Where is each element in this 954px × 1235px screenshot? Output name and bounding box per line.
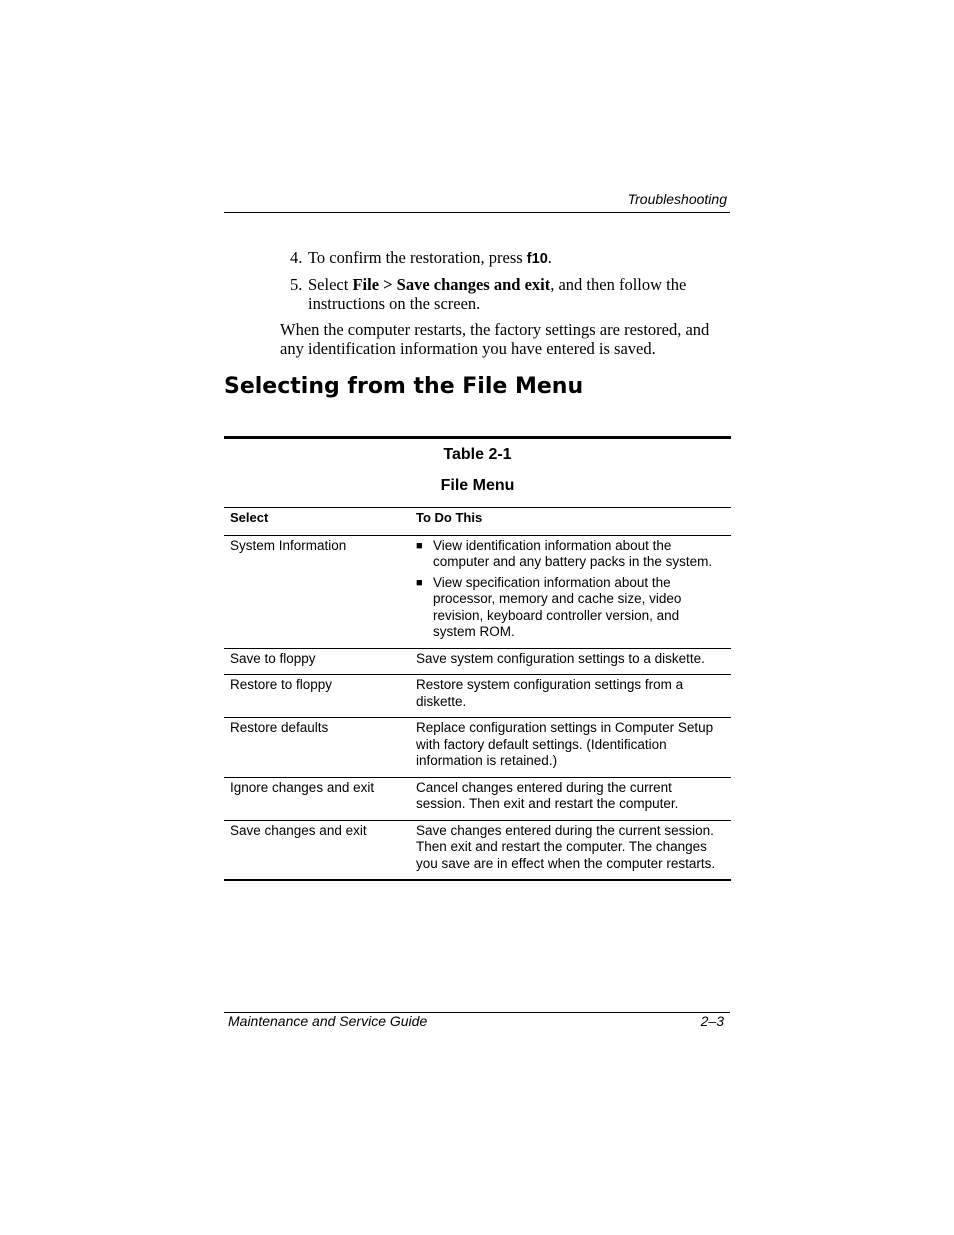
bullet-text: View identification information about the computer and any battery packs in the system. (433, 537, 713, 569)
step-number: 5. (290, 275, 303, 294)
square-bullet-icon: ■ (416, 539, 423, 552)
step-text (308, 248, 728, 269)
table-top-rule (224, 436, 731, 439)
row-action: Save system configuration settings to a diskette. (410, 648, 731, 675)
row-action: Save changes entered during the current session. Then exit and restart the computer. The changes you save are in effect when the computer restarts. (410, 820, 731, 880)
bullet-item (416, 575, 725, 641)
bullet-item (416, 538, 725, 571)
bullet-list (416, 538, 725, 641)
table-row (224, 820, 731, 880)
column-header-select: Select (224, 508, 410, 536)
row-select: Restore defaults (224, 718, 410, 778)
header-rule (224, 212, 730, 213)
row-action: Replace configuration settings in Computer Setup with factory default settings. (Identification information is retained.) (410, 718, 731, 778)
row-action: Restore system configuration settings from a diskette. (410, 675, 731, 718)
step-text-part: To confirm the restoration, press (308, 248, 527, 267)
row-action (410, 535, 731, 648)
column-header-to-do-this: To Do This (410, 508, 731, 536)
body-paragraph: When the computer restarts, the factory settings are restored, and any identification information you have entered is saved. (280, 320, 710, 358)
file-menu-table (224, 507, 731, 881)
footer-title: Maintenance and Service Guide (228, 1013, 428, 1029)
square-bullet-icon: ■ (416, 576, 423, 589)
step-text (308, 275, 728, 313)
row-select: Ignore changes and exit (224, 777, 410, 820)
table-title: File Menu (440, 477, 515, 494)
step-text-part: , and then follow the instructions on the screen. (308, 275, 687, 313)
table-row (224, 535, 731, 648)
page-number: 2–3 (700, 1013, 724, 1029)
step-text-part: . (547, 248, 552, 267)
table-row (224, 718, 731, 778)
key-name: f10 (526, 251, 548, 267)
table-header-row (224, 508, 731, 536)
row-select: System Information (230, 537, 347, 553)
table-row (224, 777, 731, 820)
table-row (224, 675, 731, 718)
row-select: Save to floppy (224, 648, 410, 675)
bullet-text: View specification information about the processor, memory and cache size, video revision, keyboard controller version, and system ROM. (433, 574, 682, 639)
running-head: Troubleshooting (627, 191, 727, 207)
section-title: Selecting from the File Menu (224, 374, 584, 399)
row-select: Save changes and exit (224, 820, 410, 880)
row-action: Cancel changes entered during the current session. Then exit and restart the computer. (410, 777, 731, 820)
menu-path: File > Save changes and exit (352, 275, 551, 294)
table-number: Table 2-1 (443, 446, 512, 463)
step-number: 4. (290, 248, 303, 267)
row-select: Restore to floppy (224, 675, 410, 718)
table-row (224, 648, 731, 675)
step-text-part: Select (308, 275, 353, 294)
